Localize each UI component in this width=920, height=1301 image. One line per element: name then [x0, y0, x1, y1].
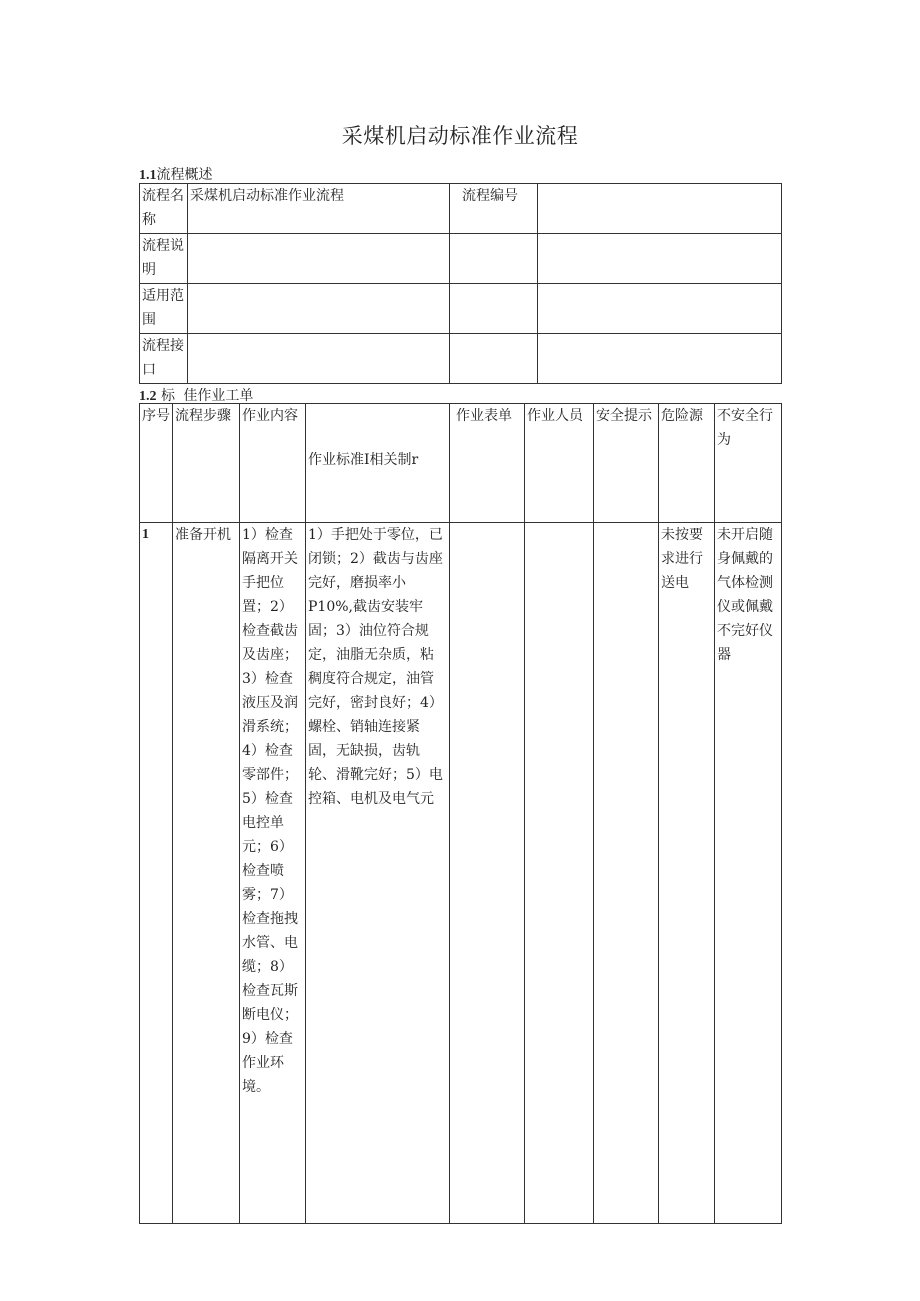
label-cell [450, 234, 538, 284]
header-content: 作业内容 [240, 404, 306, 523]
section-1-number: 1.1 [139, 168, 157, 183]
table-row [140, 284, 782, 334]
section-1-title: 流程概述 [156, 167, 213, 183]
value-cell [538, 184, 782, 234]
label-cell: 流程名称 [140, 184, 188, 234]
table-row [140, 234, 782, 284]
value-cell: 采煤机启动标准作业流程 [188, 184, 450, 234]
header-person: 作业人员 [525, 404, 594, 523]
header-safety: 安全提示 [594, 404, 659, 523]
cell-seq: 1 [140, 523, 173, 1224]
value-cell [188, 334, 450, 384]
section-1-heading [139, 164, 213, 184]
section-2-number: 1.2 [139, 389, 157, 404]
value-cell [188, 284, 450, 334]
label-cell: 流程编号 [450, 184, 538, 234]
cell-step: 准备开机 [173, 523, 240, 1224]
work-order-table [139, 403, 782, 1224]
label-cell: 适用范围 [140, 284, 188, 334]
header-hazard: 危险源 [659, 404, 715, 523]
label-cell [450, 334, 538, 384]
cell-person [525, 523, 594, 1224]
table-header-row [140, 404, 782, 523]
table-row [140, 184, 782, 234]
header-unsafe: 不安全行为 [715, 404, 782, 523]
label-cell: 流程说明 [140, 234, 188, 284]
cell-content: 1）检查隔离开关手把位置；2）检查截齿及齿座；3）检查液压及润滑系统；4）检查零部件；5）检查电控单元；6）检查喷雾；7）检查拖拽水管、电缆；8）检查瓦斯断电仪；9）检查作业环境。 [240, 523, 306, 1224]
header-step: 流程步骤 [173, 404, 240, 523]
section-2-heading [139, 385, 253, 405]
cell-safety [594, 523, 659, 1224]
table-row [140, 523, 782, 1224]
cell-hazard: 未按要求进行送电 [659, 523, 715, 1224]
value-cell [538, 234, 782, 284]
value-cell [188, 234, 450, 284]
label-cell [450, 284, 538, 334]
cell-form [450, 523, 525, 1224]
section-2-title-a: 标 [160, 388, 175, 404]
value-cell [538, 334, 782, 384]
section-2-title-b: 佳作业工单 [183, 388, 254, 404]
label-cell: 流程接口 [140, 334, 188, 384]
page-title: 采煤机启动标准作业流程 [341, 124, 579, 148]
cell-standard: 1）手把处于零位，已闭锁；2）截齿与齿座完好，磨损率小P10%,截齿安装牢固；3）油位符合规定，油脂无杂质，粘稠度符合规定，油管完好，密封良好；4）螺栓、销轴连接紧固，无缺损，齿轨轮、滑靴完好；5）电控箱、电机及电气元 [306, 523, 450, 1224]
cell-unsafe: 未开启随身佩戴的气体检测仪或佩戴不完好仪器 [715, 523, 782, 1224]
header-form: 作业表单 [450, 404, 525, 523]
value-cell [538, 284, 782, 334]
header-standard: 作业标准Ⅰ相关制r [306, 404, 450, 523]
table-row [140, 334, 782, 384]
process-overview-table [139, 183, 782, 384]
header-seq: 序号 [140, 404, 173, 523]
